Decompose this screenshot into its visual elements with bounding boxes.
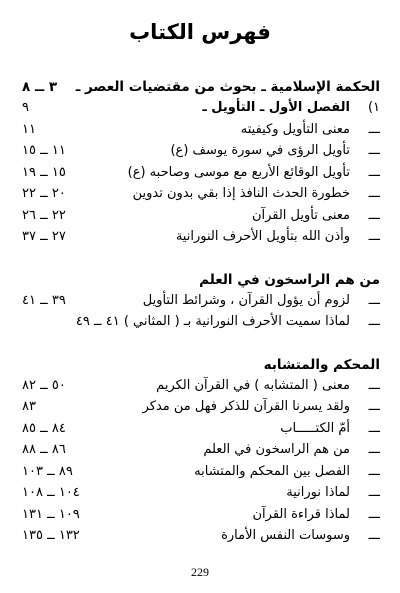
- section-title-text: المحكم والمتشابه: [263, 356, 380, 373]
- entry-page-range: ٣٩ ــ ٤١: [22, 292, 66, 308]
- entry-marker: ـــ: [368, 229, 380, 244]
- toc-entry: [22, 311, 380, 333]
- entry-page-range: ١١: [22, 121, 36, 137]
- entry-page-range: ٨٣: [22, 399, 36, 414]
- entry-page-range: ٨٩ ــ ١٠٣: [22, 463, 73, 479]
- entry-marker: ـــ: [368, 207, 380, 223]
- entry-marker: ـــ: [368, 506, 380, 522]
- entry-text: لماذا سميت الأحرف النورانية بـ ( المثاني ) ٤١ ــ ٤٩: [75, 314, 350, 329]
- entry-page-range: ١٠٤ ــ ١٠٨: [22, 485, 80, 500]
- entry-page-range: ٨٦ ــ ٨٨: [22, 442, 66, 457]
- entry-marker: ـــ: [368, 399, 380, 414]
- entry-marker: ـــ: [368, 292, 380, 308]
- entry-marker: ـــ: [368, 164, 380, 180]
- entry-page-range: ١٠٩ ــ ١٣١: [22, 506, 80, 522]
- entry-page-range: ١٣٢ ــ ١٣٥: [22, 528, 80, 543]
- entry-text: الفصل الأول ـ التأويل ـ: [202, 100, 350, 115]
- entry-marker: ـــ: [368, 485, 380, 500]
- section-page-range: ٣ ــ ٨: [22, 79, 58, 95]
- section-title-text: الحكمة الإسلامية ـ بحوث من مقتضيات العصر ـ: [75, 79, 380, 95]
- entry-marker: ـــ: [368, 420, 380, 436]
- toc-entry: [22, 504, 380, 526]
- entry-marker: ـــ: [368, 314, 380, 329]
- entry-marker: ـــ: [368, 121, 380, 137]
- toc-entry: [22, 439, 380, 461]
- entry-page-range: ٨٤ ــ ٨٥: [22, 420, 66, 436]
- entry-marker: ـــ: [368, 377, 380, 393]
- entry-text: خطورة الحدث النافذ إذا بقي بدون تدوين: [132, 186, 350, 201]
- entry-marker: ـــ: [368, 186, 380, 201]
- toc-entry: [22, 461, 380, 483]
- toc-entry: [22, 482, 380, 504]
- toc-entry: [22, 226, 380, 248]
- entry-page-range: ١١ ــ ١٥: [22, 143, 66, 158]
- entry-text: وسوسات النفس الأمارة: [221, 528, 350, 543]
- toc-entry: [22, 140, 380, 162]
- entry-page-range: ٢٧ ــ ٣٧: [22, 229, 66, 244]
- entry-page-range: ٩: [22, 100, 29, 115]
- toc-entry: [22, 396, 380, 418]
- entry-marker: ـــ: [368, 143, 380, 158]
- entry-text: لماذا نورانية: [286, 485, 350, 500]
- section-title: [22, 271, 380, 290]
- entry-text: الفصل بين المحكم والمتشابه: [194, 463, 350, 479]
- entry-text: تأويل الرؤى في سورة يوسف (ع): [170, 143, 350, 158]
- section-title: [22, 78, 380, 97]
- entry-marker: ١): [367, 100, 380, 115]
- entry-text: تأويل الوقائع الأربع مع موسى وصاحبه (ع): [127, 164, 350, 180]
- page-title: فهرس الكتاب: [129, 20, 271, 44]
- toc-entry: [22, 119, 380, 141]
- entry-marker: ـــ: [368, 528, 380, 543]
- toc-entry: [22, 183, 380, 205]
- toc-entry: [22, 525, 380, 547]
- section-title-text: من هم الراسخون في العلم: [199, 271, 380, 288]
- toc-entry: [22, 418, 380, 440]
- entry-page-range: ٢٠ ــ ٢٢: [22, 186, 66, 201]
- toc-entry: [22, 290, 380, 312]
- toc-entry: [22, 375, 380, 397]
- entry-marker: ـــ: [368, 463, 380, 479]
- entry-text: معنى تأويل القرآن: [251, 207, 350, 223]
- toc-entry: [22, 162, 380, 184]
- entry-page-range: ٢٢ ــ ٢٦: [22, 207, 66, 223]
- entry-text: من هم الراسخون في العلم: [203, 442, 350, 457]
- entry-page-range: ١٥ ــ ١٩: [22, 164, 66, 180]
- entry-text: أمّ الكتـــــاب: [280, 420, 350, 436]
- table-of-contents: [22, 78, 380, 547]
- entry-text: وأذن الله بتأويل الأحرف النورانية: [175, 229, 350, 244]
- entry-text: معنى ( المتشابه ) في القرآن الكريم: [156, 377, 350, 393]
- toc-entry: [22, 205, 380, 227]
- entry-text: ولقد يسرنا القرآن للذكر فهل من مدكر: [142, 399, 350, 414]
- entry-text: معنى التأويل وكيفيته: [240, 121, 350, 137]
- entry-page-range: ٥٠ ــ ٨٢: [22, 377, 66, 393]
- toc-entry: [22, 97, 380, 119]
- entry-text: لزوم أن يؤول القرآن ، وشرائط التأويل: [142, 292, 350, 308]
- section-title: [22, 356, 380, 375]
- entry-text: لماذا قراءة القرآن: [252, 506, 350, 522]
- page-number: 229: [191, 565, 209, 579]
- entry-marker: ـــ: [368, 442, 380, 457]
